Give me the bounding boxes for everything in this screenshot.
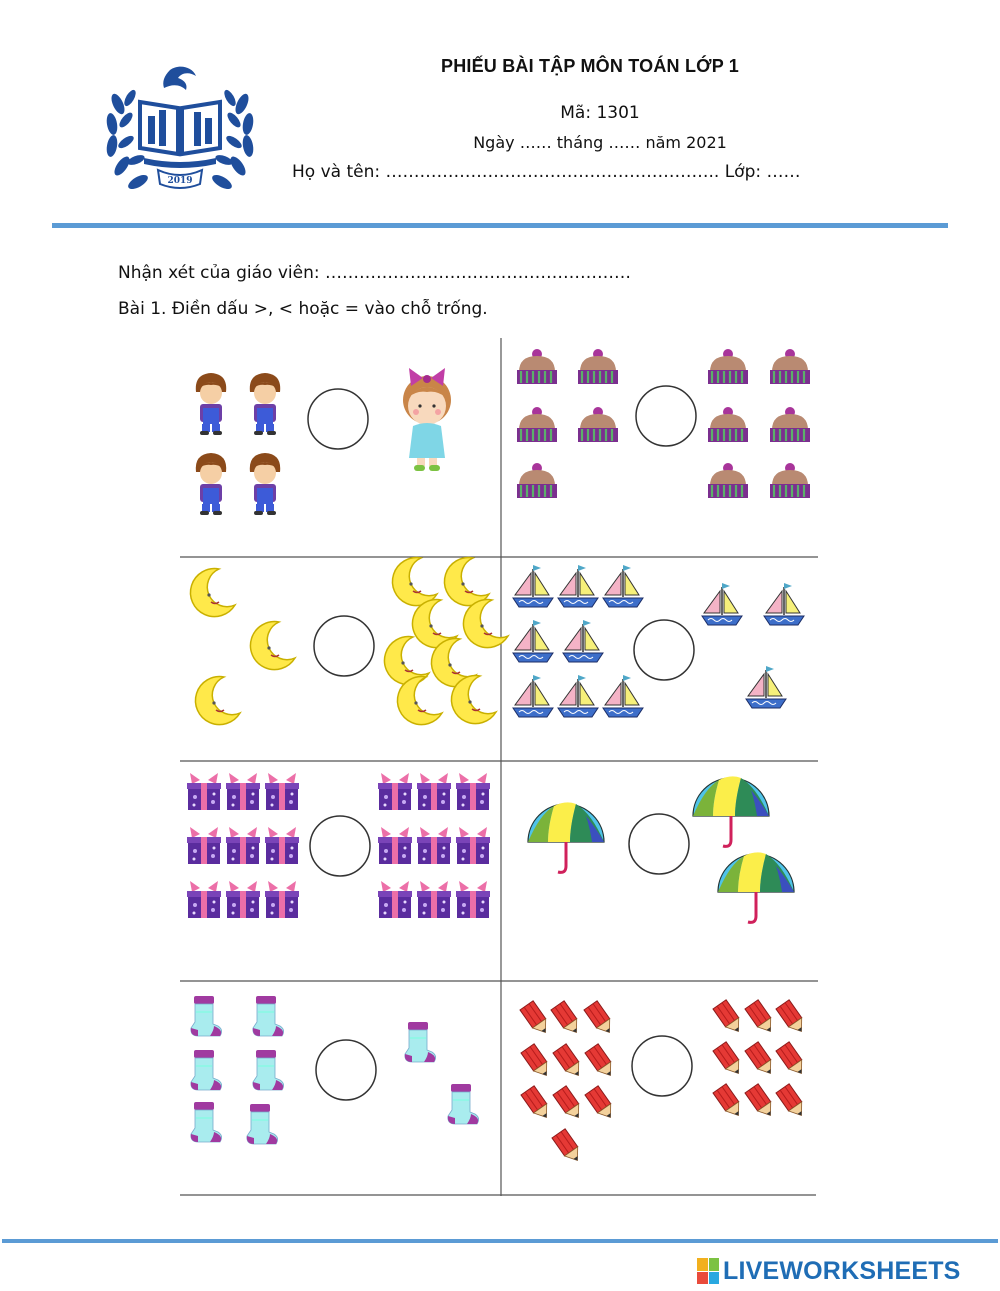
sock-icon: [253, 1050, 284, 1090]
hat-icon: [578, 407, 618, 442]
umbrella-icon: [693, 776, 769, 846]
teacher-comment-line: Nhận xét của giáo viên: ………………………………………………: [118, 263, 631, 283]
worksheet-title: PHIẾU BÀI TẬP MÔN TOÁN LỚP 1: [441, 56, 739, 76]
boat-icon: [764, 583, 804, 625]
pencil-icon: [521, 1044, 553, 1080]
boat-icon: [513, 675, 553, 717]
pencil-icon: [552, 1129, 584, 1165]
name-class-line: Họ và tên: ………………………………………………….. Lớp: ……: [292, 162, 801, 182]
hat-icon: [708, 463, 748, 498]
cell-boys-girl: [196, 368, 451, 515]
gift-icon: [456, 827, 490, 864]
boat-icon: [513, 565, 553, 607]
pencil-icon: [585, 1044, 617, 1080]
comparison-grid: [178, 336, 818, 1198]
gift-icon: [417, 773, 451, 810]
cell-socks: [191, 996, 479, 1144]
sock-icon: [253, 996, 284, 1036]
pencil-icon: [553, 1086, 585, 1122]
gift-icon: [456, 773, 490, 810]
gift-icon: [378, 827, 412, 864]
hat-icon: [708, 349, 748, 384]
sock-icon: [191, 996, 222, 1036]
gift-icon: [187, 827, 221, 864]
sock-icon: [191, 1050, 222, 1090]
logo-year: 2019: [167, 176, 193, 186]
cell-gifts: [187, 773, 490, 918]
answer-circle[interactable]: [636, 386, 696, 446]
boat-icon: [702, 583, 742, 625]
cell-pencils: [520, 1000, 808, 1165]
exercise-title: Bài 1. Điền dấu >, < hoặc = vào chỗ trống.: [118, 299, 488, 319]
hat-icon: [517, 349, 557, 384]
gift-icon: [187, 881, 221, 918]
pencil-icon: [713, 1000, 745, 1036]
cell-boats: [513, 565, 804, 717]
pencil-icon: [745, 1084, 777, 1120]
boat-icon: [558, 675, 598, 717]
answer-circle[interactable]: [629, 814, 689, 874]
gift-icon: [187, 773, 221, 810]
hat-icon: [578, 349, 618, 384]
bird-icon: [163, 67, 196, 90]
sock-icon: [191, 1102, 222, 1142]
sock-icon: [448, 1084, 479, 1124]
liveworksheets-brand: [697, 1256, 961, 1286]
pencil-icon: [713, 1084, 745, 1120]
gift-icon: [417, 827, 451, 864]
pencil-icon: [553, 1044, 585, 1080]
answer-circle[interactable]: [634, 620, 694, 680]
moon-icon: [195, 677, 240, 725]
cell-hats: [517, 349, 810, 498]
boat-icon: [603, 675, 643, 717]
hat-icon: [708, 407, 748, 442]
answer-circle[interactable]: [632, 1036, 692, 1096]
pencil-icon: [745, 1042, 777, 1078]
pencil-icon: [585, 1086, 617, 1122]
liveworksheets-logo-icon: [697, 1258, 719, 1284]
answer-circle[interactable]: [310, 816, 370, 876]
gift-icon: [265, 827, 299, 864]
pencil-icon: [584, 1001, 616, 1037]
hat-icon: [770, 463, 810, 498]
gift-icon: [265, 773, 299, 810]
gift-icon: [456, 881, 490, 918]
date-line: Ngày …… tháng …… năm 2021: [473, 133, 727, 152]
hat-icon: [517, 407, 557, 442]
moon-icon: [444, 558, 489, 606]
sock-icon: [405, 1022, 436, 1062]
umbrella-icon: [718, 852, 794, 922]
answer-circle[interactable]: [308, 389, 368, 449]
moon-icon: [190, 569, 235, 617]
pencil-icon: [521, 1086, 553, 1122]
worksheet-code: Mã: 1301: [560, 103, 640, 123]
gift-icon: [378, 881, 412, 918]
cell-moons: [190, 558, 508, 725]
brand-text: LIVEWORKSHEETS: [723, 1256, 961, 1285]
gift-icon: [378, 773, 412, 810]
pencil-icon: [520, 1001, 552, 1037]
gift-icon: [226, 827, 260, 864]
sock-icon: [247, 1104, 278, 1144]
header-divider: [52, 223, 948, 228]
gift-icon: [265, 881, 299, 918]
pencil-icon: [745, 1000, 777, 1036]
boat-icon: [513, 620, 553, 662]
boy-icon: [196, 453, 226, 515]
gift-icon: [226, 881, 260, 918]
moon-icon: [397, 677, 442, 725]
cell-umbrellas: [528, 776, 794, 922]
gift-icon: [226, 773, 260, 810]
pencil-icon: [776, 1084, 808, 1120]
answer-circle[interactable]: [316, 1040, 376, 1100]
footer-divider: [2, 1239, 998, 1243]
gift-icon: [417, 881, 451, 918]
hat-icon: [770, 407, 810, 442]
hat-icon: [517, 463, 557, 498]
boat-icon: [558, 565, 598, 607]
boat-icon: [746, 666, 786, 708]
moon-icon: [250, 622, 295, 670]
pencil-icon: [776, 1000, 808, 1036]
school-logo: [100, 62, 260, 202]
pencil-icon: [713, 1042, 745, 1078]
boy-icon: [250, 373, 280, 435]
boy-icon: [196, 373, 226, 435]
answer-circle[interactable]: [314, 616, 374, 676]
boy-icon: [250, 453, 280, 515]
pencil-icon: [776, 1042, 808, 1078]
moon-icon: [392, 558, 437, 606]
boat-icon: [563, 620, 603, 662]
pencil-icon: [551, 1001, 583, 1037]
umbrella-icon: [528, 802, 604, 872]
boat-icon: [603, 565, 643, 607]
moon-icon: [451, 676, 496, 724]
hat-icon: [770, 349, 810, 384]
girl-icon: [403, 368, 451, 471]
